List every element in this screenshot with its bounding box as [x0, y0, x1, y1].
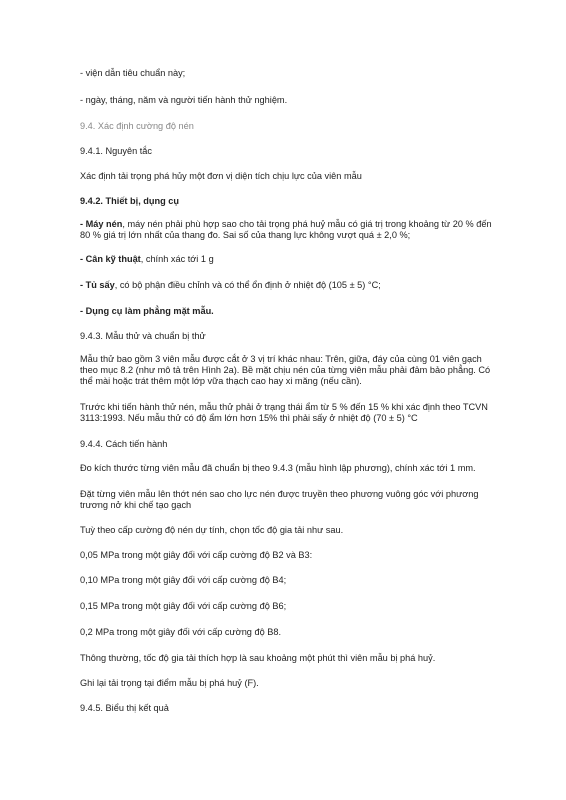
date-line: - ngày, tháng, năm và người tiến hành thử nghiệm.: [80, 95, 288, 105]
oven-paragraph: [80, 280, 500, 291]
scale-label: - Cân kỹ thuật: [80, 254, 141, 264]
subsection-heading-9-4-3: 9.4.3. Mẫu thử và chuẩn bị thử: [80, 331, 206, 341]
measure-paragraph: Đo kích thước từng viên mẫu đã chuẩn bị theo 9.4.3 (mẫu hình lập phương), chính xác tới 1 mm.: [80, 463, 476, 473]
press-paragraph: [80, 219, 500, 241]
subsection-heading-9-4-2: 9.4.2. Thiết bị, dụng cụ: [80, 196, 180, 206]
press-label: - Máy nén: [80, 219, 123, 229]
place-paragraph: Đặt từng viên mẫu lên thớt nén sao cho lực nén được truyền theo phương vuông góc với phương trương nở khi chế tạo gạch: [80, 489, 479, 510]
rate-intro: Tuỳ theo cấp cường độ nén dự tính, chọn tốc độ gia tải như sau.: [80, 525, 344, 535]
subsection-heading-9-4-1: 9.4.1. Nguyên tắc: [80, 146, 153, 156]
rate-b6: 0,15 MPa trong một giây đối với cấp cường độ B6;: [80, 601, 287, 611]
flatten-tool-line: - Dụng cụ làm phẳng mặt mẫu.: [80, 306, 214, 316]
rate-b8: 0,2 MPa trong một giây đối với cấp cường độ B8.: [80, 627, 282, 637]
press-text: , máy nén phải phù hợp sao cho tải trọng phá huỷ mẫu có giá trị trong khoảng từ 20 % đến 80 % giá trị lớn nhất của thang đo. Sai số của thang lực không vượt quá ± 2,0 %;: [80, 219, 492, 240]
sample-paragraph: Mẫu thử bao gồm 3 viên mẫu được cắt ở 3 vị trí khác nhau: Trên, giữa, đáy của cùng 01 viên gạch theo mục 8.2 (như mô tả trên Hình 2a). Bề mặt chịu nén của từng viên mẫu phải đảm bảo phẳng. Có thể mài hoặc trát thêm một lớp vữa thạch cao hay xi măng (nếu cần).: [80, 354, 491, 386]
section-heading-9-4: 9.4. Xác định cường độ nén: [80, 121, 194, 131]
principle-text: Xác định tải trọng phá hủy một đơn vị diện tích chịu lực của viên mẫu: [80, 171, 362, 181]
oven-text: , có bộ phận điều chỉnh và có thể ổn định ở nhiệt độ (105 ± 5) °C;: [114, 280, 381, 290]
scale-paragraph: [80, 254, 500, 265]
reference-line: - viện dẫn tiêu chuẩn này;: [80, 68, 186, 78]
moisture-paragraph: Trước khi tiến hành thử nén, mẫu thử phải ở trạng thái ẩm từ 5 % đến 15 % khi xác định theo TCVN 3113:1993. Nếu mẫu thử có độ ẩm lớn hơn 15% thì phải sấy ở nhiệt độ (70 ± 5) °C: [80, 402, 488, 423]
usual-paragraph: Thông thường, tốc độ gia tải thích hợp là sau khoảng một phút thì viên mẫu bị phá huỷ.: [80, 653, 436, 663]
rate-b2-b3: 0,05 MPa trong một giây đối với cấp cường độ B2 và B3:: [80, 550, 313, 560]
oven-label: - Tủ sấy: [80, 280, 115, 290]
rate-b4: 0,10 MPa trong một giây đối với cấp cường độ B4;: [80, 575, 287, 585]
subsection-heading-9-4-5: 9.4.5. Biểu thị kết quả: [80, 703, 169, 713]
subsection-heading-9-4-4: 9.4.4. Cách tiến hành: [80, 439, 168, 449]
record-paragraph: Ghi lại tải trọng tại điểm mẫu bị phá huỷ (F).: [80, 678, 259, 688]
scale-text: , chính xác tới 1 g: [140, 254, 214, 264]
